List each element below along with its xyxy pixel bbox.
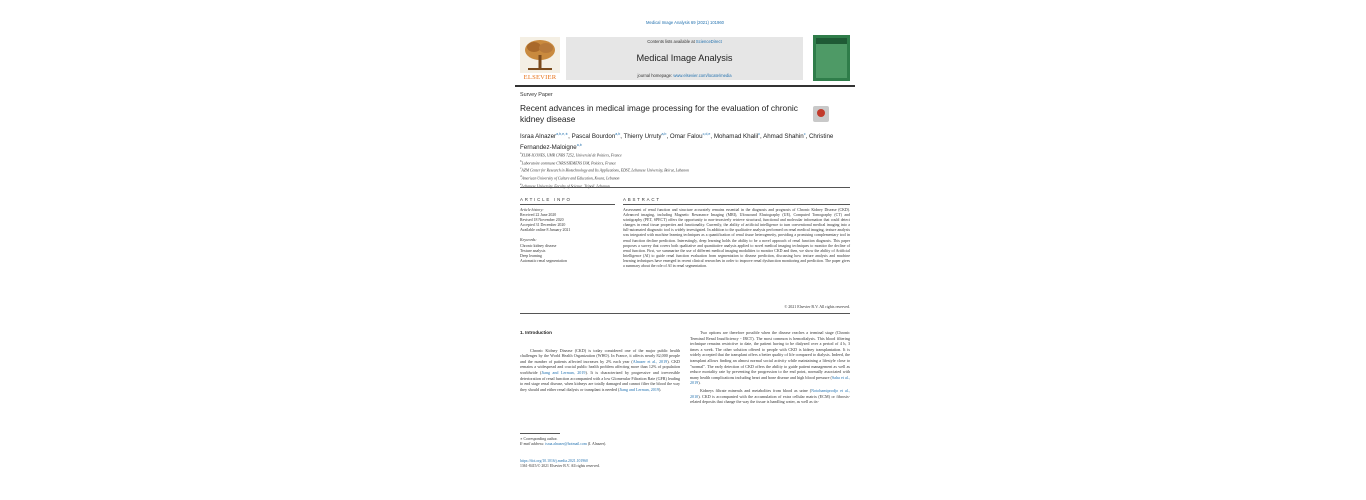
author-name[interactable]: Israa Alnazer bbox=[520, 133, 557, 141]
tree-icon bbox=[520, 37, 560, 73]
affiliation-text: Lebanese University, Faculty of Science, Tripoli, Lebanon bbox=[521, 183, 610, 188]
history-item: Available online 8 January 2021 bbox=[520, 228, 571, 233]
citation-link[interactable]: Alnazer et al., 2019 bbox=[632, 358, 668, 364]
citation-link[interactable]: Jiang and Lerman, 2019 bbox=[619, 386, 659, 392]
author-affiliation-marker[interactable]: a,b bbox=[576, 143, 582, 148]
affiliation bbox=[520, 174, 850, 182]
author-name[interactable]: Christine Fernandez-Maloigne bbox=[520, 133, 834, 152]
email-link[interactable]: israa.alnazer@hotmail.com bbox=[545, 442, 587, 446]
keyword: Deep learning bbox=[520, 253, 542, 258]
affiliation bbox=[520, 166, 850, 174]
author-affiliation-marker[interactable]: c,d,e bbox=[702, 132, 711, 136]
keywords-label: Keywords: bbox=[520, 238, 537, 243]
journal-cover-thumbnail[interactable] bbox=[813, 35, 850, 81]
affiliation-marker: c bbox=[520, 166, 522, 171]
author-affiliation-marker[interactable]: c bbox=[803, 132, 806, 136]
affiliation bbox=[520, 182, 850, 190]
affiliation-rule bbox=[520, 187, 850, 188]
homepage-prefix: journal homepage: bbox=[637, 73, 673, 78]
text-run: ). It is characterized by progressive and irreversible deterioration of renal function accompanied with a low Glomerular Filtration Rate (GFR) leading to end stage renal disease, when kidneys are totally damaged and cannot filter the blood the way they should and either renal dialysis or transplant is needed ( bbox=[520, 369, 680, 392]
issn-line: 1361-8415/© 2021 Elsevier B.V. All rights reserved. bbox=[520, 464, 600, 468]
history-item: Received 22 June 2020 bbox=[520, 213, 557, 218]
article-info-heading: ARTICLE INFO bbox=[520, 197, 572, 202]
author-name[interactable]: Mohamad Khalil bbox=[713, 133, 759, 141]
paper-title: Recent advances in medical image processing for the evaluation of chronic kidney disease bbox=[520, 103, 798, 124]
author-name[interactable]: Pascal Bourdon bbox=[571, 133, 616, 141]
body-column-right bbox=[690, 330, 850, 407]
citation-link[interactable]: Jiang and Lerman, 2019 bbox=[541, 369, 586, 375]
text-run: Kidneys filtrate minerals and metabolites from blood as urine ( bbox=[700, 387, 812, 393]
affiliation-text: XLIM-ICONES, UMR CNRS 7252, Université de Poitiers, France bbox=[521, 153, 622, 158]
author-affiliation-marker[interactable]: a,b,e,∗ bbox=[556, 132, 569, 136]
email-prefix: E-mail address: bbox=[520, 442, 545, 446]
author-separator: , bbox=[710, 133, 714, 141]
doi-block bbox=[520, 459, 680, 469]
article-info-rule bbox=[520, 204, 615, 205]
abstract-rule bbox=[623, 204, 850, 205]
citation-link[interactable]: Saha et al., 2019 bbox=[690, 374, 850, 386]
author-separator: , bbox=[568, 133, 572, 141]
corresponding-author-note: ∗ Corresponding author. bbox=[520, 437, 558, 441]
contents-prefix: Contents lists available at bbox=[647, 39, 695, 44]
intro-paragraph bbox=[690, 388, 850, 405]
text-run: Chronic Kidney Disease (CKD) is today considered one of the major public health challenges by the World Health Organization (WHO). In France, it affects nearly 82,000 people and the number of patients affected increases by 2% each year ( bbox=[520, 347, 680, 364]
homepage-link[interactable]: www.elsevier.com/locate/media bbox=[673, 73, 732, 78]
affiliations bbox=[520, 151, 850, 189]
abstract-heading: ABSTRACT bbox=[623, 197, 661, 202]
running-header[interactable] bbox=[515, 20, 855, 25]
keyword: Automatic renal segmentation bbox=[520, 258, 567, 263]
affiliation-marker: d bbox=[520, 174, 522, 179]
check-updates-icon bbox=[817, 109, 825, 117]
doi-link[interactable]: https://doi.org/10.1016/j.media.2021.101960 bbox=[520, 459, 588, 463]
text-run: ). CKD is accompanied with the accumulation of extra cellular matrix (ECM) or fibrosis-related deposits that change the way the tissue is handling water, as well as tis- bbox=[690, 393, 850, 405]
affiliation-marker: e bbox=[520, 181, 522, 186]
author-affiliation-marker[interactable]: a,b bbox=[615, 132, 621, 136]
body-column-left bbox=[520, 330, 680, 394]
text-run: ). CKD remains a widespread and crucial public health problem affecting more than 12% of population worldwide ( bbox=[520, 358, 680, 375]
keyword: Texture analysis bbox=[520, 248, 546, 253]
paper-type: Survey Paper bbox=[520, 92, 553, 98]
author-list bbox=[520, 130, 850, 152]
journal-homepage bbox=[566, 73, 803, 78]
check-for-updates-badge[interactable] bbox=[813, 106, 829, 122]
author-separator: , bbox=[620, 133, 624, 141]
paper-page bbox=[515, 0, 855, 500]
affiliation-marker: a bbox=[520, 151, 522, 155]
affiliation-text: AZM Center for Research in Biotechnology and Its Applications, EDST, Lebanese University, Beirut, Lebanon bbox=[521, 168, 689, 173]
abstract-text: Assessment of renal function and structure accurately remains essential in the diagnosis and prognosis of Chronic Kidney Disease (CKD). Advanced imaging, including Magnetic Resonance Imaging (MRI), Ultrasound Elastography (UE), Computed Tomography (CT) and scintigraphy (PET, SPECT) offers the opportunity to non-invasively retrieve structural, functional and molecular information that could detect changes in renal tissue properties and functionality. Currently, the ability of artificial intelligence to turn conventional medical imaging into a full-automated diagnostic tool is widely investigated. In addition to the qualitative analysis performed on renal medical imaging, texture analysis was integrated with machine learning techniques as a quantification of renal tissue heterogeneity, providing a promising complementary tool in renal function decline prediction. Interestingly, deep learning holds the ability to be a novel approach of renal function diagnosis. This paper proposes a survey that covers both qualitative and quantitative analysis applied to novel medical imaging techniques to monitor the decline of renal function. First, we summarize the use of different medical imaging modalities to monitor CKD and then, we show the ability of Artificial Intelligence (AI) to guide renal function evaluation from segmentation to disease prediction, discussing how texture analysis and machine learning techniques have emerged in recent clinical researches in order to improve renal dysfunction monitoring and prediction. The paper gives a summary about the role of AI in renal segmentation. bbox=[623, 208, 850, 269]
abstract-bottom-rule bbox=[520, 313, 850, 314]
journal-title: Medical Image Analysis bbox=[636, 53, 733, 63]
intro-paragraph bbox=[520, 348, 680, 393]
history-item: Revised 18 November 2020 bbox=[520, 218, 564, 223]
text-run: ). bbox=[698, 380, 701, 386]
sciencedirect-link[interactable]: ScienceDirect bbox=[695, 39, 722, 44]
affiliation-marker: b bbox=[520, 158, 522, 163]
history-label: Article history: bbox=[520, 208, 544, 212]
email-suffix: (I. Alnazer). bbox=[587, 442, 607, 446]
author-separator: , bbox=[759, 133, 764, 141]
intro-paragraph bbox=[690, 330, 850, 386]
affiliation-text: American University of Culture and Education, Koura, Lebanon bbox=[521, 176, 620, 181]
author-name[interactable]: Omar Falou bbox=[669, 133, 703, 141]
footnote-rule bbox=[520, 433, 560, 434]
author-name[interactable]: Ahmad Shahin bbox=[763, 133, 804, 141]
contents-line bbox=[566, 39, 803, 44]
header-rule bbox=[515, 85, 855, 87]
cover-image bbox=[816, 38, 847, 78]
affiliation bbox=[520, 151, 850, 159]
author-affiliation-marker[interactable]: a,b bbox=[661, 132, 667, 136]
author-separator: , bbox=[805, 133, 809, 141]
elsevier-wordmark: ELSEVIER bbox=[523, 74, 557, 81]
history-item: Accepted 31 December 2020 bbox=[520, 223, 566, 228]
abstract-copyright: © 2021 Elsevier B.V. All rights reserved. bbox=[784, 304, 850, 309]
section-heading: 1. Introduction bbox=[520, 330, 552, 335]
author-affiliation-marker[interactable]: c bbox=[758, 132, 760, 136]
cover-title-bar bbox=[816, 38, 847, 44]
affiliation-text: Laboratoire commune CNRS/SIEMENS I3M, Poitiers, France bbox=[521, 160, 617, 165]
running-header-text[interactable]: Medical Image Analysis 69 (2021) 101960 bbox=[646, 20, 724, 25]
footnote bbox=[520, 437, 680, 447]
text-run: ). bbox=[658, 386, 662, 392]
email-line bbox=[520, 442, 680, 447]
affiliation bbox=[520, 159, 850, 167]
keyword: Chronic kidney disease bbox=[520, 243, 557, 248]
text-run: Two options are therefore possible when the disease reaches a terminal stage (Chronic Terminal Renal Insufficiency - IRCT). The most common is hemodialysis. This blood filtering technique remains restrictive to date, the patient having to be dialyzed over a period of 4 h, 3 times a week. The other solution offered to people with CKD is kidney transplantation. It is widely accepted that the transplant offers a better quality of life compared to dialysis. Indeed, the transplant allows finding an almost normal social activity while maintaining a lifestyle close to "normal". The early detection of CKD offers the ability to guide patient management as well as reduce mortality rate by preventing the progression to the end point, normally associated with many health complications including heart and bone disease and high blood pressure ( bbox=[690, 330, 850, 380]
author-name[interactable]: Thierry Urruty bbox=[623, 133, 662, 141]
author-separator: , bbox=[666, 133, 670, 141]
article-history bbox=[520, 208, 615, 264]
citation-link[interactable]: Notohamiprodjo et al., 2010 bbox=[690, 387, 850, 399]
